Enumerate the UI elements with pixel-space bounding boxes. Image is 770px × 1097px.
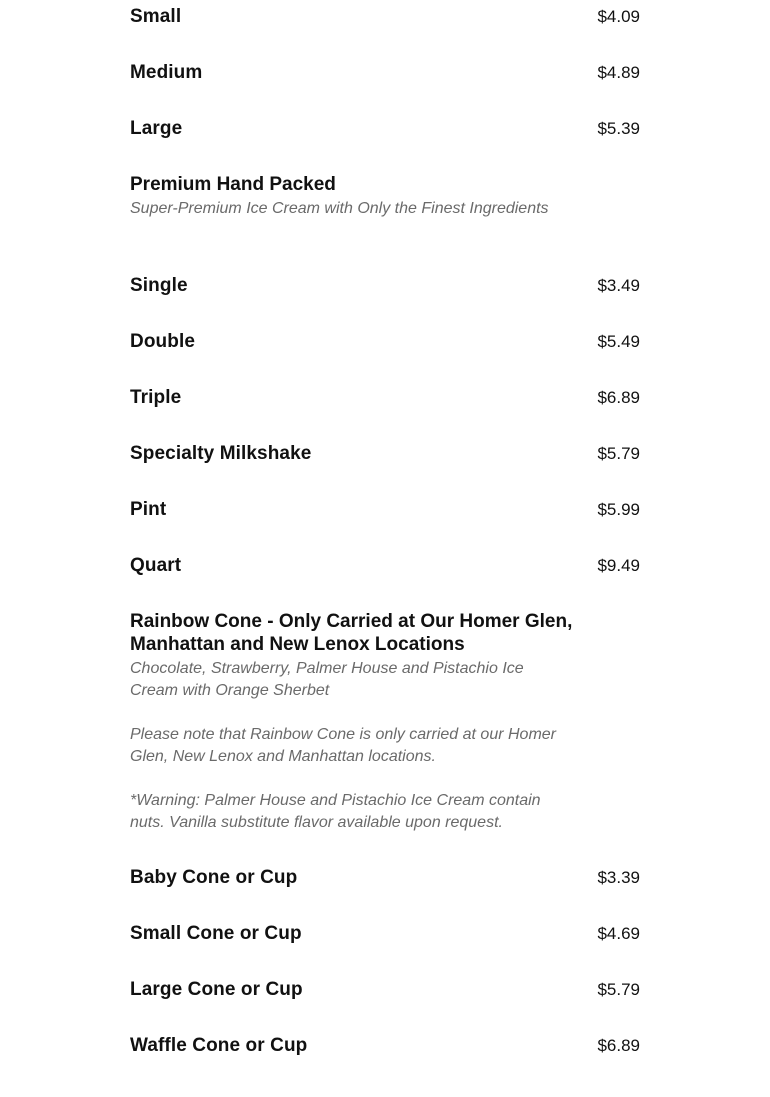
- premium-title: Premium Hand Packed: [130, 174, 336, 195]
- menu-item-medium: [130, 60, 640, 86]
- item-name: Triple: [130, 387, 182, 408]
- item-name: Pint: [130, 499, 167, 520]
- item-name: Baby Cone or Cup: [130, 867, 298, 888]
- premium-description: Super-Premium Ice Cream with Only the Finest Ingredients: [130, 200, 549, 217]
- item-name: Quart: [130, 555, 182, 576]
- item-price: $5.99: [597, 500, 640, 519]
- menu-item-specialty-milkshake: [130, 441, 640, 467]
- item-price: $5.49: [597, 332, 640, 351]
- item-price: $5.79: [597, 444, 640, 463]
- item-price: $3.39: [597, 868, 640, 887]
- rainbow-warning-line: *Warning: Palmer House and Pistachio Ice Cream contain: [130, 792, 541, 809]
- premium-section-header: [130, 173, 640, 220]
- menu-item-quart: [130, 553, 640, 579]
- rainbow-description: [130, 658, 640, 834]
- item-name: Waffle Cone or Cup: [130, 1035, 308, 1056]
- menu-item-small: [130, 4, 640, 30]
- item-name: Single: [130, 275, 188, 296]
- rainbow-title-line: Manhattan and New Lenox Locations: [130, 634, 465, 655]
- item-price: $6.89: [597, 1036, 640, 1055]
- menu-item-triple: [130, 385, 640, 411]
- rainbow-title-line: Rainbow Cone - Only Carried at Our Homer Glen,: [130, 611, 573, 632]
- item-price: $4.69: [597, 924, 640, 943]
- rainbow-note-line: Glen, New Lenox and Manhattan locations.: [130, 748, 436, 765]
- item-price: $4.09: [597, 7, 640, 26]
- menu-item-double: [130, 329, 640, 355]
- menu-item-baby-cone: [130, 865, 640, 891]
- item-price: $9.49: [597, 556, 640, 575]
- menu-item-waffle-cone: [130, 1033, 640, 1059]
- rainbow-title: [130, 610, 640, 656]
- item-name: Double: [130, 331, 195, 352]
- rainbow-desc-line: Cream with Orange Sherbet: [130, 682, 330, 699]
- rainbow-warning-line: nuts. Vanilla substitute flavor available upon request.: [130, 814, 503, 831]
- item-name: Large Cone or Cup: [130, 979, 303, 1000]
- item-name: Large: [130, 118, 183, 139]
- item-name: Medium: [130, 62, 203, 83]
- item-price: $4.89: [597, 63, 640, 82]
- rainbow-section-header: [130, 610, 640, 834]
- menu-item-single: [130, 273, 640, 299]
- menu-item-small-cone: [130, 921, 640, 947]
- item-name: Small: [130, 6, 182, 27]
- item-price: $3.49: [597, 276, 640, 295]
- menu-item-large: [130, 116, 640, 142]
- menu-item-large-cone: [130, 977, 640, 1003]
- item-price: $6.89: [597, 388, 640, 407]
- item-price: $5.39: [597, 119, 640, 138]
- item-name: Specialty Milkshake: [130, 443, 312, 464]
- rainbow-note-line: Please note that Rainbow Cone is only carried at our Homer: [130, 726, 556, 743]
- item-name: Small Cone or Cup: [130, 923, 302, 944]
- item-price: $5.79: [597, 980, 640, 999]
- menu-item-pint: [130, 497, 640, 523]
- rainbow-desc-line: Chocolate, Strawberry, Palmer House and Pistachio Ice: [130, 660, 524, 677]
